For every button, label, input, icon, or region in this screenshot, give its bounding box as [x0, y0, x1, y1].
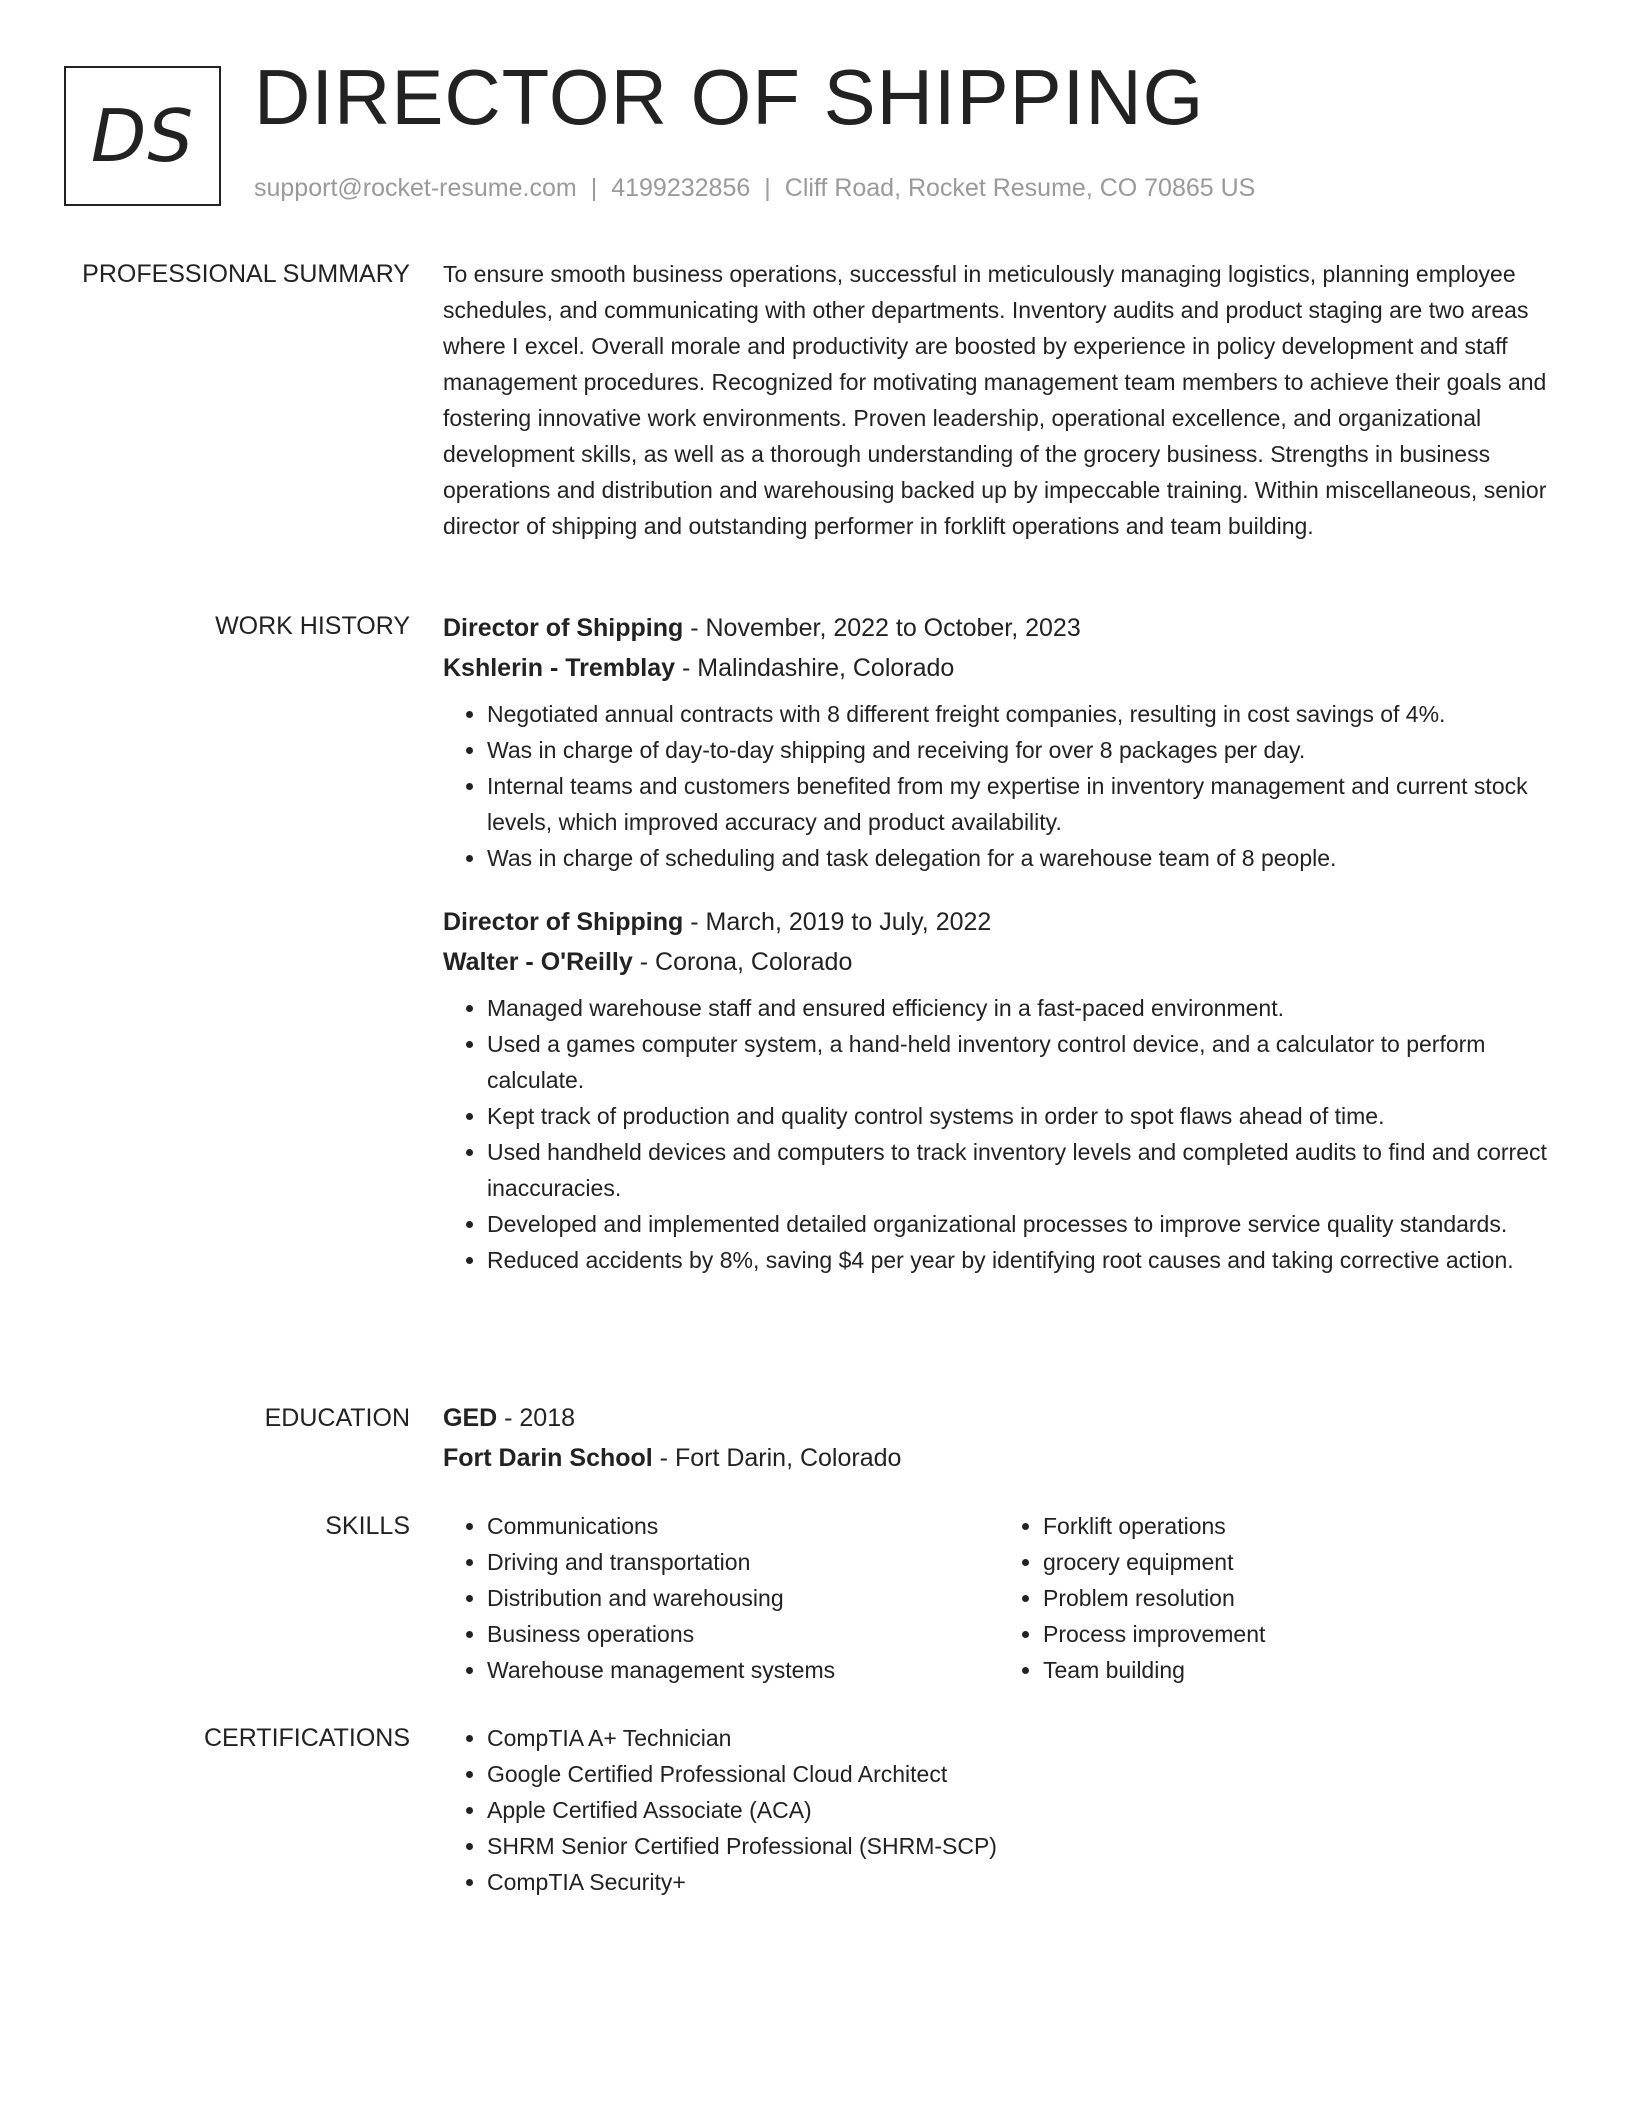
list-item: • Negotiated annual contracts with 8 different freight companies, resulting in cost savings of 4%. — [487, 696, 1555, 732]
contact-phone: 4199232856 — [611, 174, 751, 202]
monogram-box — [64, 66, 221, 206]
list-item: • SHRM Senior Certified Professional (SHRM-SCP) — [487, 1828, 1555, 1864]
list-item: • grocery equipment — [1043, 1544, 1555, 1580]
job-location: - Corona, Colorado — [632, 948, 853, 976]
list-item: • Internal teams and customers benefited from my expertise in inventory management and current stock levels, which improved accuracy and product availability. — [487, 768, 1555, 840]
list-item: • Distribution and warehousing — [487, 1580, 999, 1616]
list-item: • Used a games computer system, a hand-held inventory control device, and a calculator to perform calculate. — [487, 1026, 1555, 1098]
degree-year: - 2018 — [497, 1404, 576, 1432]
list-item: • CompTIA A+ Technician — [487, 1720, 1555, 1756]
list-item: • Google Certified Professional Cloud Architect — [487, 1756, 1555, 1792]
job-title: Director of Shipping — [443, 908, 684, 936]
job-company: Walter - O'Reilly — [443, 948, 633, 976]
monogram-initials: DS — [90, 94, 195, 178]
certifications-body — [443, 1720, 1555, 1900]
skills-list-left — [443, 1508, 999, 1688]
list-item: • Kept track of production and quality control systems in order to spot flaws ahead of time. — [487, 1098, 1555, 1134]
list-item: • Apple Certified Associate (ACA) — [487, 1792, 1555, 1828]
work-body — [443, 608, 1555, 1278]
education-body — [443, 1398, 1555, 1478]
job-bullets — [443, 696, 1555, 876]
job-entry — [443, 902, 1555, 1278]
skills-columns — [443, 1508, 1555, 1688]
certifications-list — [443, 1720, 1555, 1900]
school-location: - Fort Darin, Colorado — [652, 1444, 902, 1472]
contact-separator: | — [764, 174, 771, 202]
contact-email: support@rocket-resume.com — [254, 174, 577, 202]
section-label-summary: PROFESSIONAL SUMMARY — [82, 260, 410, 288]
section-label-work: WORK HISTORY — [215, 612, 410, 640]
list-item: • Managed warehouse staff and ensured efficiency in a fast-paced environment. — [487, 990, 1555, 1026]
school-name: Fort Darin School — [443, 1444, 653, 1472]
degree-line — [443, 1398, 1555, 1438]
section-label-skills: SKILLS — [325, 1512, 410, 1540]
list-item: • Used handheld devices and computers to track inventory levels and completed audits to find and correct inaccuracies. — [487, 1134, 1555, 1206]
job-title: Director of Shipping — [443, 614, 684, 642]
job-dates: - November, 2022 to October, 2023 — [683, 614, 1081, 642]
job-company-line — [443, 942, 1555, 982]
contact-separator: | — [590, 174, 598, 202]
job-title-line — [443, 902, 1555, 942]
contact-address: Cliff Road, Rocket Resume, CO 70865 US — [784, 174, 1256, 202]
list-item: • CompTIA Security+ — [487, 1864, 1555, 1900]
summary-body — [443, 256, 1555, 544]
list-item: • Business operations — [487, 1616, 999, 1652]
list-item: • Team building — [1043, 1652, 1555, 1688]
list-item: • Driving and transportation — [487, 1544, 999, 1580]
job-title-line — [443, 608, 1555, 648]
skills-list-right — [999, 1508, 1555, 1688]
list-item: • Was in charge of day-to-day shipping and receiving for over 8 packages per day. — [487, 732, 1555, 768]
section-label-education: EDUCATION — [264, 1404, 410, 1432]
page-title: DIRECTOR OF SHIPPING — [254, 53, 1205, 141]
list-item: • Warehouse management systems — [487, 1652, 999, 1688]
job-location: - Malindashire, Colorado — [675, 654, 955, 682]
contact-line — [254, 173, 1255, 203]
school-line — [443, 1438, 1555, 1478]
list-item: • Communications — [487, 1508, 999, 1544]
skills-body — [443, 1508, 1555, 1688]
list-item: • Was in charge of scheduling and task delegation for a warehouse team of 8 people. — [487, 840, 1555, 876]
section-label-certifications: CERTIFICATIONS — [203, 1724, 410, 1752]
list-item: • Forklift operations — [1043, 1508, 1555, 1544]
job-entry — [443, 608, 1555, 876]
list-item: • Process improvement — [1043, 1616, 1555, 1652]
job-company-line — [443, 648, 1555, 688]
job-bullets — [443, 990, 1555, 1278]
job-company: Kshlerin - Tremblay — [443, 654, 676, 682]
job-dates: - March, 2019 to July, 2022 — [683, 908, 992, 936]
degree: GED — [443, 1404, 498, 1432]
list-item: • Developed and implemented detailed organizational processes to improve service quality standards. — [487, 1206, 1555, 1242]
summary-text: To ensure smooth business operations, successful in meticulously managing logistics, planning employee schedules, and communicating with other departments. Inventory audits and product staging are two areas where I excel. Overall morale and productivity are boosted by experience in policy development and staff management procedures. Recognized for motivating management team members to achieve their goals and fostering innovative work environments. Proven leadership, operational excellence, and organizational development skills, as well as a thorough understanding of the grocery business. Strengths in business operations and distribution and warehousing backed up by impeccable training. Within miscellaneous, senior director of shipping and outstanding performer in forklift operations and team building. — [443, 261, 1547, 539]
list-item: • Problem resolution — [1043, 1580, 1555, 1616]
list-item: • Reduced accidents by 8%, saving $4 per year by identifying root causes and taking corrective action. — [487, 1242, 1555, 1278]
